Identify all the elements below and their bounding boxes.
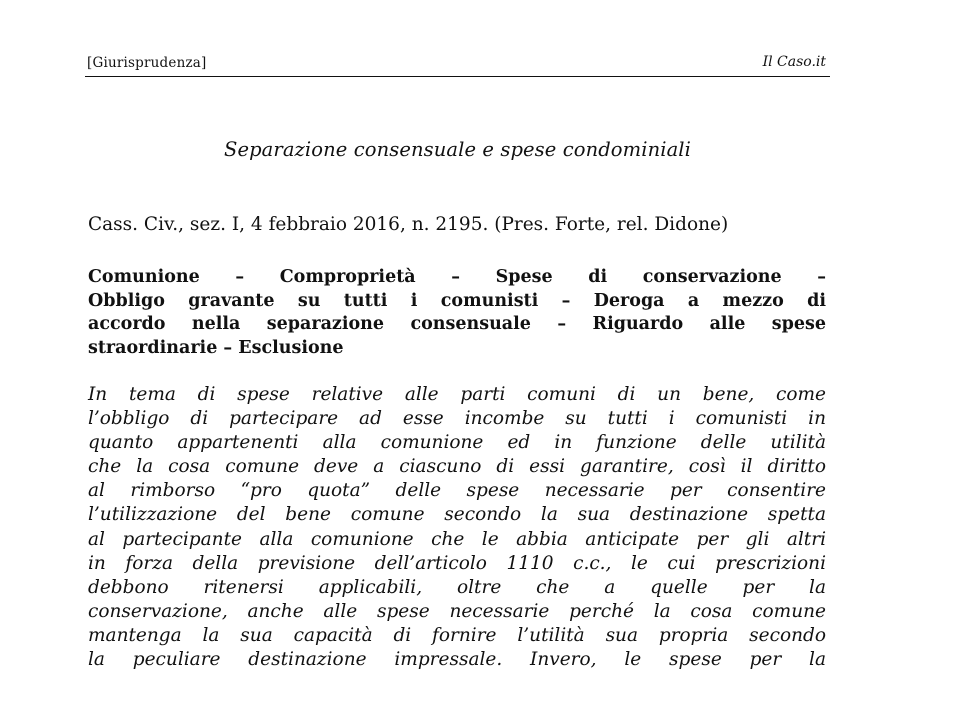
maxim-line: la peculiare destinazione impressale. Invero, le spese per la bbox=[88, 649, 826, 671]
maxim-line: mantenga la sua capacità di fornire l’utilità sua propria secondo bbox=[88, 624, 826, 646]
document-title: Separazione consensuale e spese condominiali bbox=[224, 138, 691, 161]
keywords-line: Comunione – Comproprietà – Spese di conservazione – bbox=[88, 267, 826, 287]
keywords-line: Obbligo gravante su tutti i comunisti – Deroga a mezzo di bbox=[88, 290, 826, 311]
section-label: [Giurisprudenza] bbox=[87, 55, 207, 71]
maxim-line: al rimborso “pro quota” delle spese necessarie per consentire bbox=[88, 480, 826, 502]
maxim-line: l’obbligo di partecipare ad esse incombe su tutti i comunisti in bbox=[88, 408, 826, 430]
maxim-line: In tema di spese relative alle parti comuni di un bene, come bbox=[88, 384, 826, 405]
maxim-line: l’utilizzazione del bene comune secondo la sua destinazione spetta bbox=[88, 504, 826, 526]
maxim-line: quanto appartenenti alla comunione ed in funzione delle utilità bbox=[88, 432, 826, 454]
keywords-block bbox=[88, 266, 826, 360]
maxim-line: debbono ritenersi applicabili, oltre che a quelle per la bbox=[88, 576, 826, 598]
maxim-line: in forza della previsione dell’articolo 1110 c.c., le cui prescrizioni bbox=[88, 552, 826, 574]
maxim-line: che la cosa comune deve a ciascuno di essi garantire, così il diritto bbox=[88, 456, 826, 478]
running-header bbox=[85, 50, 830, 77]
case-citation: Cass. Civ., sez. I, 4 febbraio 2016, n. 2195. (Pres. Forte, rel. Didone) bbox=[88, 214, 729, 235]
keywords-line: accordo nella separazione consensuale – Riguardo alle spese bbox=[88, 314, 826, 334]
legal-maxim bbox=[88, 383, 826, 672]
maxim-line: conservazione, anche alle spese necessarie perché la cosa comune bbox=[88, 600, 826, 622]
maxim-line: al partecipante alla comunione che le abbia anticipate per gli altri bbox=[88, 528, 826, 550]
keywords-line: straordinarie – Esclusione bbox=[88, 337, 344, 358]
journal-name: Il Caso.it bbox=[762, 54, 826, 70]
